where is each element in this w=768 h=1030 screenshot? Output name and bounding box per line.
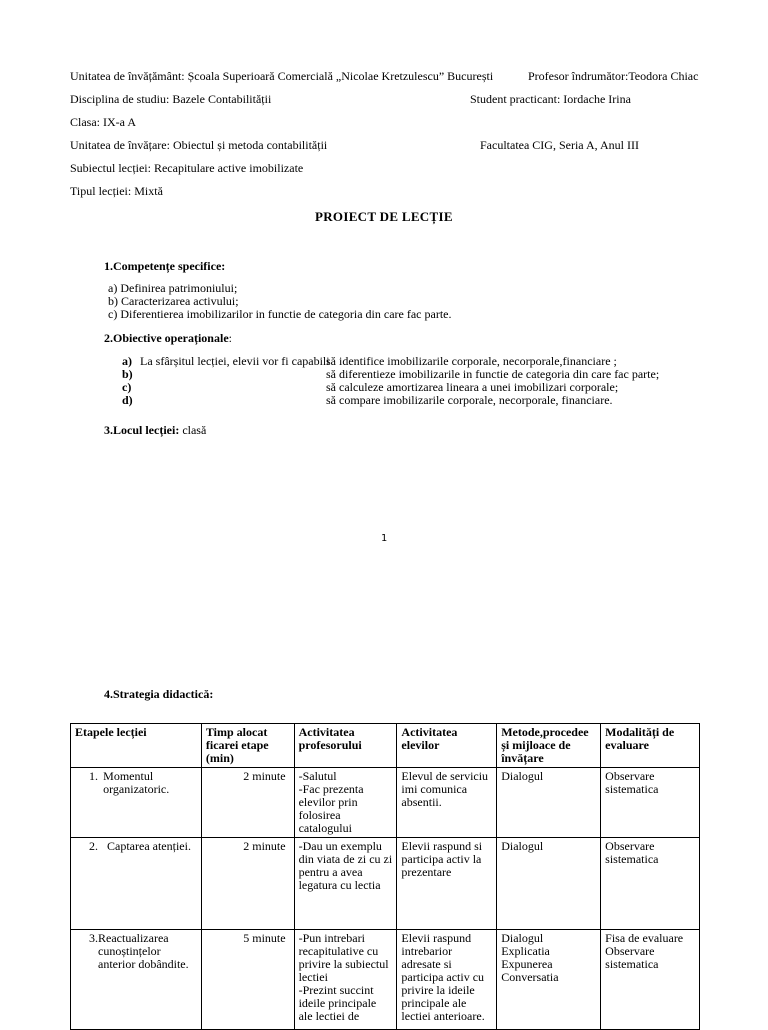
- item-letter: a): [122, 354, 132, 368]
- students-cell: Elevii raspund si participa activ la prezentare: [397, 838, 497, 930]
- stage-number: 3.: [89, 931, 98, 945]
- item-letter: c): [122, 380, 132, 394]
- section1-list: [108, 282, 451, 321]
- type-line: Tipul lecției: Mixtă: [70, 184, 163, 198]
- evaluation-cell: Observare sistematica: [601, 768, 700, 838]
- teacher-line: Profesor îndrumător:Teodora Chiac: [528, 69, 699, 83]
- students-cell: Elevul de serviciu imi comunica absentii.: [397, 768, 497, 838]
- strategy-table: [70, 723, 700, 1030]
- section3-value: clasă: [179, 423, 207, 437]
- section3-line: [104, 423, 206, 438]
- time-cell: 2 minute: [201, 768, 294, 838]
- subject-line: Subiectul lecției: Recapitulare active imobilizate: [70, 161, 304, 175]
- faculty-line: Facultatea CIG, Seria A, Anul III: [480, 138, 639, 152]
- section2-heading-wrap: [104, 331, 232, 346]
- methods-cell: Dialogul: [497, 838, 601, 930]
- teacher-cell: -Salutul -Fac prezenta elevilor prin folosirea catalogului: [294, 768, 397, 838]
- section1-heading: 1.Competențe specifice:: [104, 259, 226, 273]
- student-line: Student practicant: Iordache Irina: [470, 92, 631, 106]
- page-title: PROIECT DE LECȚIE: [315, 209, 453, 224]
- page-number: 1: [381, 533, 388, 544]
- stage-cell: [71, 768, 202, 838]
- stage-cell: [71, 838, 202, 930]
- stage-number: 2.: [89, 839, 98, 853]
- evaluation-cell: Fisa de evaluare Observare sistematica: [601, 930, 700, 1030]
- class-line: Clasa: IX-a A: [70, 115, 136, 129]
- item-text: să calculeze amortizarea lineara a unei imobilizari corporale;: [326, 380, 619, 394]
- list-item: b) Caracterizarea activului;: [108, 294, 239, 308]
- section4-heading: 4.Strategia didactică:: [104, 687, 214, 701]
- students-cell: Elevii raspund intrebarior adresate si participa activ cu privire la ideile principale ale lectiei anterioare.: [397, 930, 497, 1030]
- item-text: să compare imobilizarile corporale, necorporale, financiare.: [326, 393, 613, 407]
- section2-heading: 2.Obiective operaționale: [104, 331, 229, 345]
- stage-name: Momentul organizatoric.: [103, 769, 170, 796]
- table-row: [71, 768, 700, 838]
- time-cell: 2 minute: [201, 838, 294, 930]
- table-header-row: [71, 724, 700, 768]
- column-header: Activitatea profesorului: [294, 724, 397, 768]
- stage-name: Reactualizarea cunoștințelor anterior dobândite.: [98, 931, 189, 971]
- methods-cell: Dialogul: [497, 768, 601, 838]
- column-header: Metode,procedee și mijloace de învățare: [497, 724, 601, 768]
- table-row: [71, 930, 700, 1030]
- item-lead: La sfârșitul lecției, elevii vor fi capabili: [140, 354, 330, 368]
- stage-cell: [71, 930, 202, 1030]
- teacher-cell: -Pun intrebari recapitulative cu privire la subiectul lectiei -Prezint succint ideile principale ale lectiei de: [294, 930, 397, 1030]
- methods-cell: Dialogul Explicatia Expunerea Conversatia: [497, 930, 601, 1030]
- evaluation-cell: Observare sistematica: [601, 838, 700, 930]
- unit-line: Unitatea de învățare: Obiectul și metoda contabilității: [70, 138, 328, 152]
- stage-number: 1.: [89, 769, 98, 783]
- column-header: Activitatea elevilor: [397, 724, 497, 768]
- school-line: Unitatea de învățământ: Școala Superioară Comercială „Nicolae Kretzulescu” București: [70, 69, 494, 83]
- list-item: c) Diferentierea imobilizarilor in functie de categoria din care fac parte.: [108, 307, 452, 321]
- column-header: Etapele lecției: [71, 724, 202, 768]
- item-letter: b): [122, 367, 133, 381]
- item-text: să identifice imobilizarile corporale, necorporale,financiare ;: [326, 354, 617, 368]
- stage-name: Captarea atenției.: [107, 839, 191, 853]
- section3-heading: 3.Locul lecției:: [104, 423, 180, 437]
- column-header: Timp alocat ficarei etape (min): [201, 724, 294, 768]
- list-item: a) Definirea patrimoniului;: [108, 281, 238, 295]
- column-header: Modalități de evaluare: [601, 724, 700, 768]
- teacher-cell: -Dau un exemplu din viata de zi cu zi pentru a avea legatura cu lectia: [294, 838, 397, 930]
- item-text: să diferentieze imobilizarile in functie de categoria din care fac parte;: [326, 367, 660, 381]
- discipline-line: Disciplina de studiu: Bazele Contabilității: [70, 92, 272, 106]
- item-letter: d): [122, 393, 133, 407]
- table-row: [71, 838, 700, 930]
- section2-colon: :: [228, 331, 232, 345]
- time-cell: 5 minute: [201, 930, 294, 1030]
